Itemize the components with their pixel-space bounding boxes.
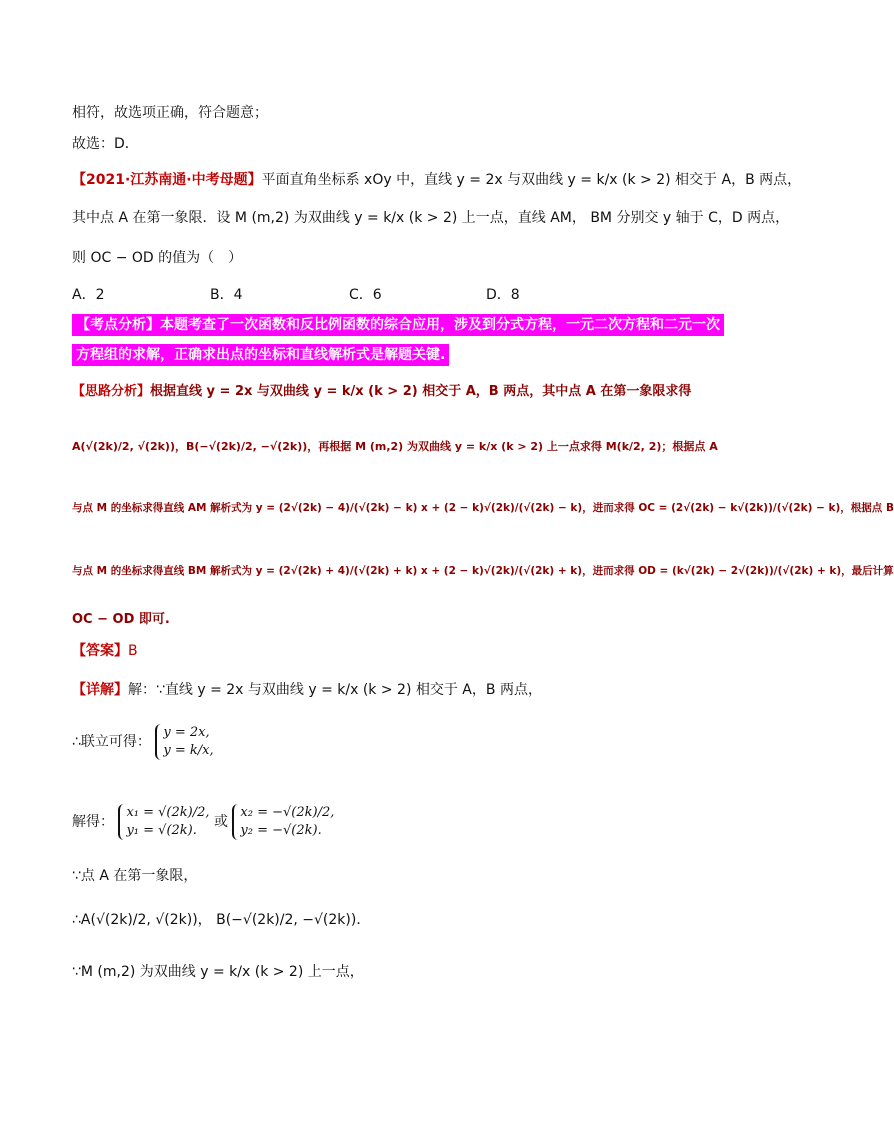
thinking-line-1 xyxy=(72,382,691,402)
thinking-tag: 【思路分析】 xyxy=(72,384,151,399)
solution-2a: x₂ = −√(2k)/2, xyxy=(240,805,335,820)
detail-simultaneous-label: ∴联立可得： xyxy=(72,734,151,750)
detail-line-1 xyxy=(72,680,542,700)
answer-line xyxy=(72,641,138,661)
detail-solve-label: 解得： xyxy=(72,814,114,830)
detail-line-4: ∵点 A 在第一象限， xyxy=(72,868,198,884)
thinking-line-3: 与点 M 的坐标求得直线 AM 解析式为 y = (2√(2k) − 4)/(√(2k) − k) x + (2 − k)√(2k)/(√(2k) − k)，进而求得 OC = (2√(2k) − k√(2k))/(√(2k) − k)，根据点 B xyxy=(72,502,894,514)
or-text: 或 xyxy=(213,814,228,830)
analysis-highlight-line-2: 方程组的求解，正确求出点的坐标和直线解析式是解题关键. xyxy=(72,344,449,366)
detail-tag: 【详解】 xyxy=(72,682,128,698)
equation-system-1 xyxy=(155,724,213,760)
question-text-1: 平面直角坐标系 xOy 中，直线 y = 2x 与双曲线 y = k/x (k > 2) 相交于 A，B 两点， xyxy=(261,172,802,188)
thinking-line-5: OC − OD 即可. xyxy=(72,612,170,627)
text-line-1: 相符，故选项正确，符合题意； xyxy=(72,105,268,121)
question-line-2: 其中点 A 在第一象限．设 M (m,2) 为双曲线 y = k/x (k > 2) 上一点，直线 AM， BM 分别交 y 轴于 C，D 两点， xyxy=(72,210,790,226)
solution-2b: y₂ = −√(2k). xyxy=(240,823,322,838)
solution-1b: y₁ = √(2k). xyxy=(126,823,197,838)
detail-text-1: 解：∵直线 y = 2x 与双曲线 y = k/x (k > 2) 相交于 A，B 两点， xyxy=(128,682,542,698)
option-b: B．4 xyxy=(210,287,243,303)
text-line-2: 故选：D． xyxy=(72,136,139,152)
analysis-highlight-line-1: 【考点分析】本题考查了一次函数和反比例函数的综合应用，涉及到分式方程，一元二次方程和二元一次 xyxy=(72,314,724,336)
solution-system-2 xyxy=(232,804,334,840)
option-c: C．6 xyxy=(349,287,382,303)
thinking-line-4: 与点 M 的坐标求得直线 BM 解析式为 y = (2√(2k) + 4)/(√(2k) + k) x + (2 − k)√(2k)/(√(2k) + k)，进而求得 OD = (k√(2k) − 2√(2k))/(√(2k) + k)，最后计算 xyxy=(72,565,894,577)
thinking-text-1: 根据直线 y = 2x 与双曲线 y = k/x (k > 2) 相交于 A，B 两点，其中点 A 在第一象限求得 xyxy=(150,384,692,399)
detail-line-3 xyxy=(72,792,334,852)
question-line-3: 则 OC − OD 的值为（ ） xyxy=(72,250,243,266)
equation-1b: y = k/x, xyxy=(163,743,214,758)
detail-line-5: ∴A(√(2k)/2, √(2k))， B(−√(2k)/2, −√(2k))． xyxy=(72,912,371,928)
question-source-tag: 【2021·江苏南通·中考母题】 xyxy=(72,172,262,188)
thinking-line-2: A(√(2k)/2, √(2k))，B(−√(2k)/2, −√(2k))，再根据 M (m,2) 为双曲线 y = k/x (k > 2) 上一点求得 M(k/2, 2)；根据点 A xyxy=(72,440,718,453)
answer-tag: 【答案】 xyxy=(72,643,128,659)
question-line-1 xyxy=(72,170,801,190)
equation-1a: y = 2x, xyxy=(163,725,210,740)
answer-value: B xyxy=(128,643,138,659)
option-a: A．2 xyxy=(72,287,105,303)
detail-line-6: ∵M (m,2) 为双曲线 y = k/x (k > 2) 上一点， xyxy=(72,964,364,980)
solution-system-1 xyxy=(118,804,209,840)
solution-1a: x₁ = √(2k)/2, xyxy=(126,805,210,820)
option-d: D．8 xyxy=(486,287,520,303)
detail-line-2 xyxy=(72,718,214,766)
